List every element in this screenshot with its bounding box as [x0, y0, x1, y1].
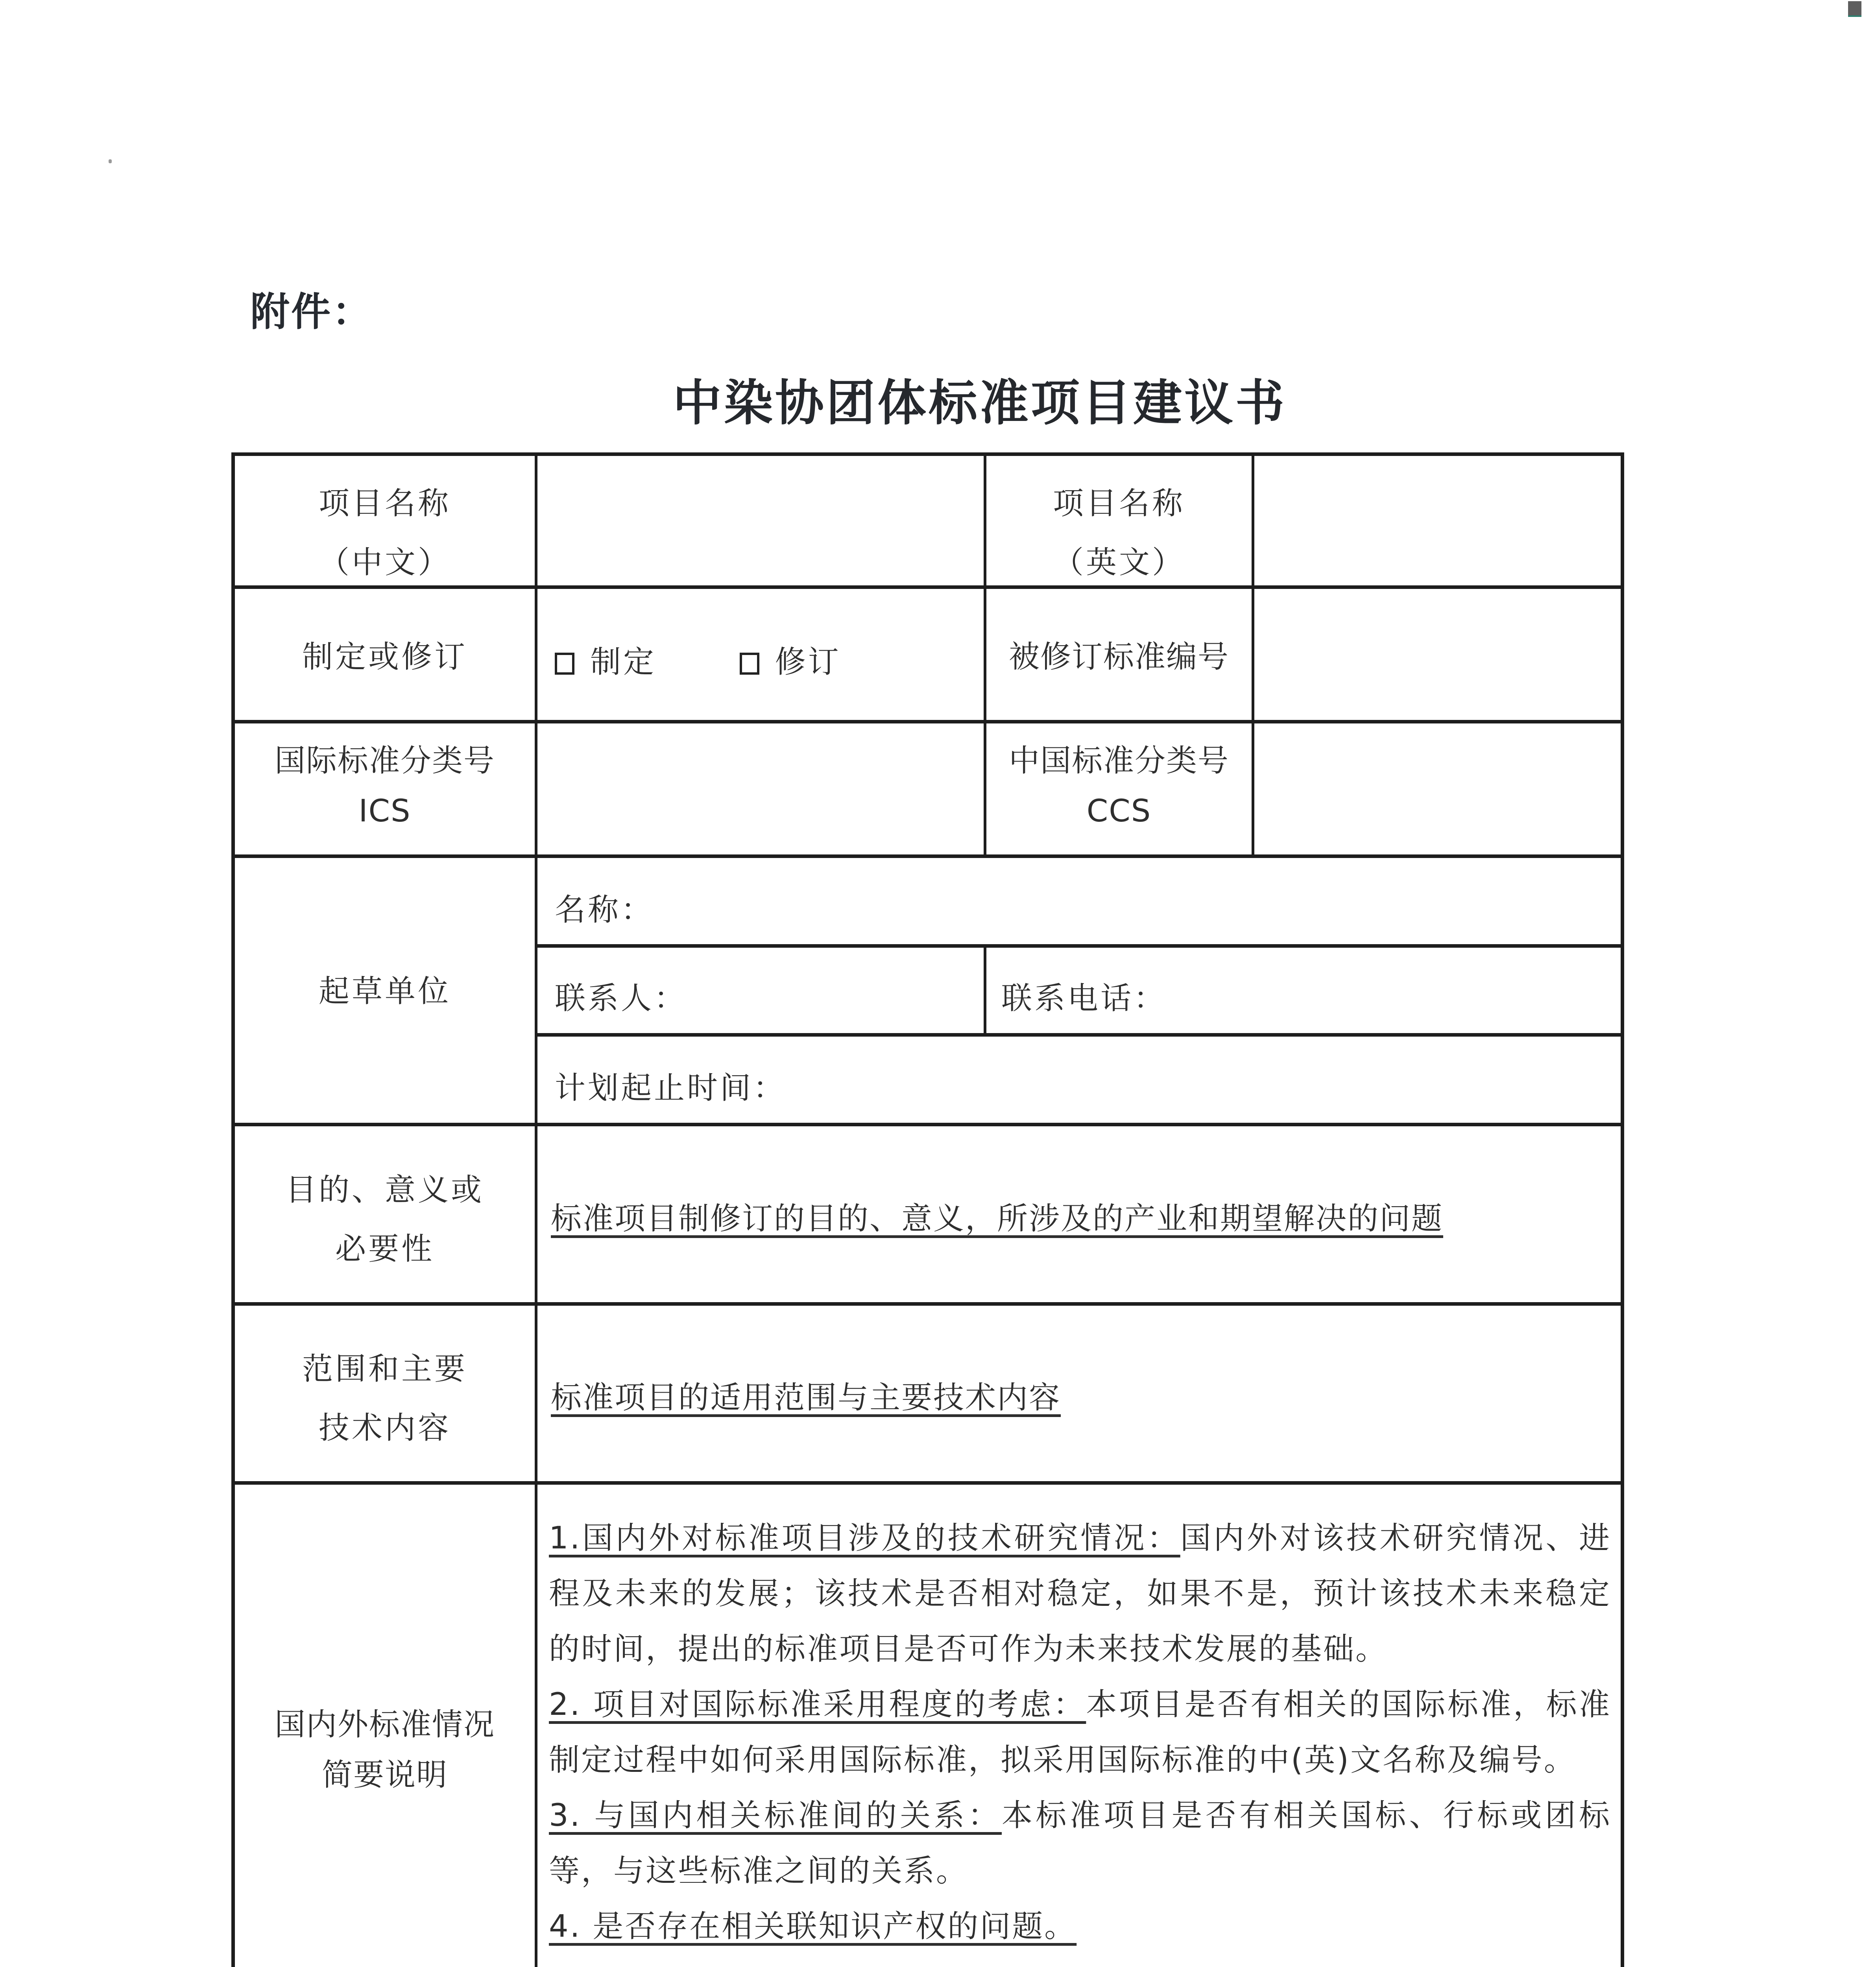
page-title: 中染协团体标准项目建议书	[672, 375, 1287, 432]
project-name-en-label	[986, 474, 1252, 592]
label-line: （中文）	[318, 545, 451, 580]
drafter-label: 起草单位	[318, 974, 451, 1009]
column-divider	[984, 946, 986, 1035]
label-line: 国内外标准情况	[274, 1707, 495, 1742]
label-line: 目的、意义或	[285, 1172, 484, 1208]
column-divider	[984, 452, 986, 856]
row-divider	[231, 1123, 1624, 1126]
formulate-checkbox[interactable]	[555, 644, 656, 680]
revise-checkbox[interactable]	[740, 644, 841, 680]
ics-input[interactable]	[538, 723, 983, 854]
formulate-option-label: 制定	[590, 644, 657, 680]
item-body: 本标准项目是否有相关国标、行标或团标等，与这些标准之间的关系。	[549, 1798, 1611, 1889]
revised-std-label: 被修订标准编号	[1008, 639, 1229, 675]
row-divider	[536, 1033, 1624, 1037]
standards-description[interactable]	[549, 1511, 1611, 1954]
item-body: 本项目是否有相关的国际标准，标准制定过程中如何采用国际标准，拟采用国际标准的中(英)文名称及编号。	[549, 1687, 1611, 1778]
column-divider	[1252, 452, 1254, 856]
row-divider	[231, 854, 1624, 858]
item-heading: 4. 是否存在相关联知识产权的问题。	[549, 1909, 1077, 1944]
scope-label	[235, 1340, 535, 1458]
type-options	[555, 637, 841, 681]
revise-option-label: 修订	[775, 644, 841, 680]
item-heading: 3. 与国内相关标准间的关系：	[549, 1798, 1002, 1833]
row-divider	[231, 1302, 1624, 1306]
standards-item	[549, 1511, 1611, 1677]
label-line: 中国标准分类号	[1008, 743, 1229, 779]
label-line: 简要说明	[321, 1757, 448, 1793]
project-name-cn-input[interactable]	[538, 456, 983, 585]
label-line: CCS	[1086, 793, 1152, 829]
purpose-hint[interactable]: 标准项目制修订的目的、意义，所涉及的产业和期望解决的问题	[551, 1201, 1444, 1236]
purpose-label	[235, 1161, 535, 1279]
project-name-en-input[interactable]	[1254, 456, 1621, 585]
label-line: 项目名称	[1052, 486, 1185, 521]
ccs-input[interactable]	[1254, 723, 1621, 854]
checkbox-icon	[555, 653, 574, 675]
contact-phone-field[interactable]: 联系电话：	[1001, 981, 1167, 1016]
scan-speck	[109, 159, 112, 163]
row-divider	[231, 1481, 1624, 1485]
label-line: ICS	[358, 793, 411, 829]
checkbox-icon	[740, 653, 759, 675]
type-label: 制定或修订	[302, 639, 467, 675]
revised-std-number-input[interactable]	[1254, 589, 1621, 720]
attachment-label: 附件：	[250, 289, 373, 335]
scan-corner-mark	[1848, 1, 1861, 17]
label-line: 必要性	[335, 1231, 434, 1267]
item-body: 国内外对该技术研究情况、进程及未来的发展；该技术是否相对稳定，如果不是，预计该技术未来稳定的时间，提出的标准项目是否可作为未来技术发展的基础。	[549, 1520, 1611, 1667]
ics-label	[235, 736, 535, 836]
row-divider	[231, 720, 1624, 723]
column-divider	[535, 452, 537, 1967]
standards-item	[549, 1899, 1611, 1954]
label-line: （英文）	[1052, 545, 1185, 580]
item-heading: 1.国内外对标准项目涉及的技术研究情况：	[549, 1520, 1180, 1556]
scope-hint[interactable]: 标准项目的适用范围与主要技术内容	[551, 1380, 1061, 1415]
planned-period-field[interactable]: 计划起止时间：	[555, 1070, 787, 1106]
project-name-cn-label	[235, 474, 535, 592]
row-divider	[536, 944, 1624, 948]
standards-item	[549, 1788, 1611, 1899]
contact-person-field[interactable]: 联系人：	[555, 981, 687, 1016]
label-line: 技术内容	[318, 1410, 451, 1446]
label-line: 范围和主要	[302, 1351, 467, 1387]
standards-label	[235, 1699, 535, 1800]
standards-item	[549, 1677, 1611, 1788]
drafter-name-field[interactable]: 名称：	[555, 892, 654, 928]
label-line: 国际标准分类号	[274, 743, 495, 779]
ccs-label	[986, 736, 1252, 836]
item-heading: 2. 项目对国际标准采用程度的考虑：	[549, 1687, 1086, 1722]
label-line: 项目名称	[318, 486, 451, 521]
